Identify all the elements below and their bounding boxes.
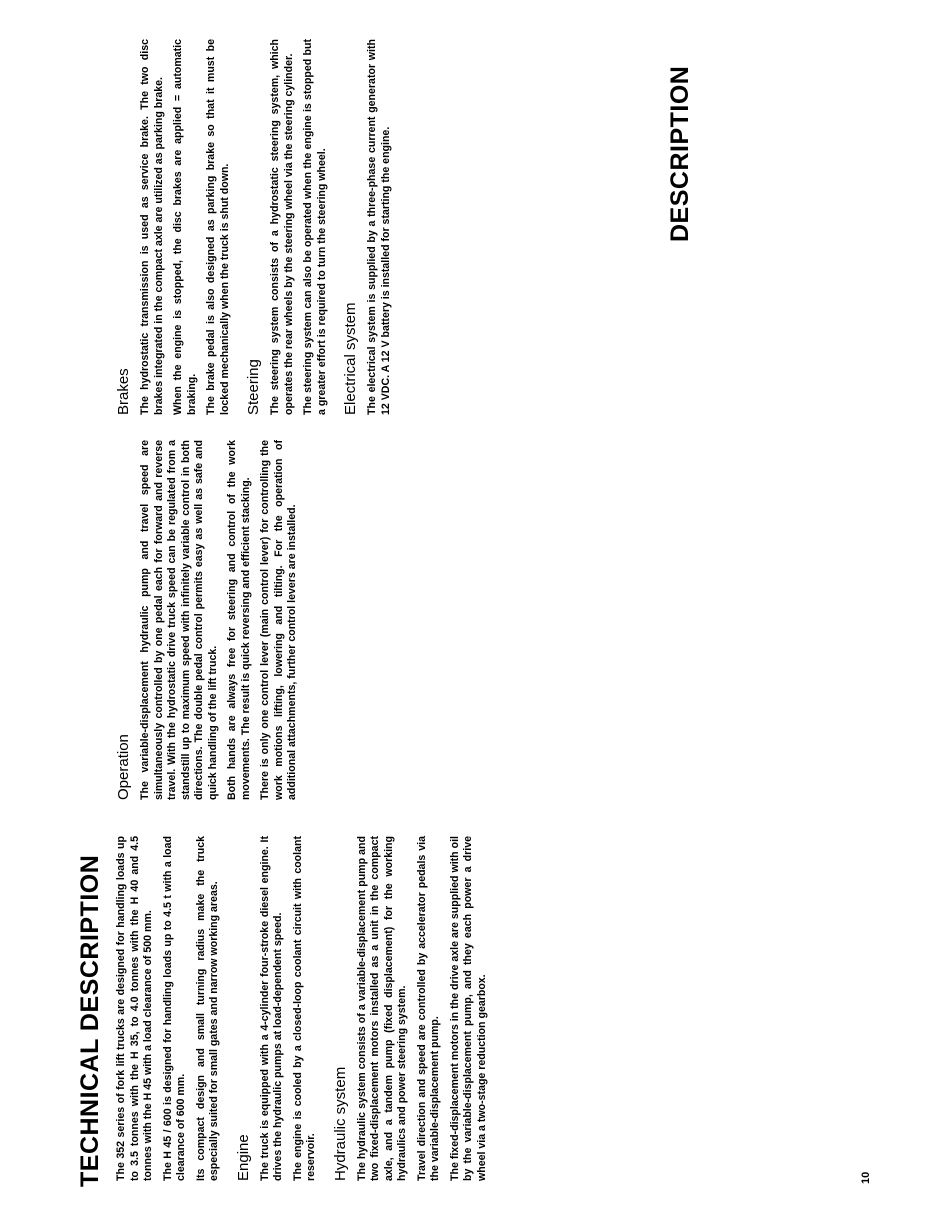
electrical-paragraph-1: The electrical system is supplied by a three-phase current generator with 12 VDC. A 12 V battery is installed for starting the engine.: [366, 39, 392, 415]
hydraulic-paragraph-3: The fixed-displacement motors in the drive axle are supplied with oil by the variable-displacement pump, and they each power a drive wheel via a two-stage reduction gearbox.: [448, 836, 488, 1181]
hydraulic-paragraph-1: The hydraulic system consists of a variable-displacement pump and two fixed-displacement motors installed as a unit in the compact axle, and a tandem pump (fixed displacement) for the working hydraulics and power steering system.: [355, 836, 408, 1181]
column-right: [115, 39, 399, 415]
steering-paragraph-1: The steering system consists of a hydrostatic steering system, which operates the rear wheels by the steering wheel via the steering cylinder.: [269, 39, 295, 415]
engine-heading: Engine: [234, 1134, 252, 1181]
brakes-heading: Brakes: [115, 368, 132, 415]
steering-heading: Steering: [245, 359, 262, 415]
operation-paragraph-1: The variable-displacement hydraulic pump and travel speed are simultaneously controlled by one pedal each for forward and reverse travel. With the hydrostatic drive truck speed can be regulated from a standstill up to maximum speed with infinitely variable control in both directions. The double pedal control permits easy as well as safe and quick handling of the lift truck.: [139, 440, 219, 800]
intro-paragraph-2: The H 45 / 600 is designed for handling loads up to 4.5 t with a load clearance of 600 mm.: [161, 836, 187, 1181]
engine-paragraph-1: The truck is equipped with a 4-cylinder four-stroke diesel engine. It drives the hydraulic pumps at load-dependent speed.: [258, 836, 284, 1181]
hydraulic-heading: Hydraulic system: [331, 1066, 349, 1181]
steering-paragraph-2: The steering system can also be operated when the engine is stopped but a greater effort is required to turn the steering wheel.: [302, 39, 328, 415]
column-left: [115, 836, 495, 1181]
brakes-paragraph-1: The hydrostatic transmission is used as service brake. The two disc brakes integrated in the compact axle are utilized as parking brake.: [139, 39, 165, 415]
electrical-heading: Electrical system: [342, 302, 359, 415]
operation-heading: Operation: [115, 734, 132, 800]
page-title: TECHNICAL DESCRIPTION: [76, 854, 104, 1187]
hydraulic-paragraph-2: Travel direction and speed are controlled by accelerator pedals via the variable-displacement pump.: [415, 836, 441, 1181]
intro-paragraph-3: Its compact design and small turning radius make the truck especially suited for small gates and narrow working areas.: [194, 836, 220, 1181]
engine-paragraph-2: The engine is cooled by a closed-loop coolant circuit with coolant reservoir.: [291, 836, 317, 1181]
page-title-right: DESCRIPTION: [666, 65, 694, 242]
intro-paragraph-1: The 352 series of fork lift trucks are designed for handling loads up to 3.5 tonnes with the H 35, to 4.0 tonnes with the H 40 and 4.5 tonnes with the H 45 with a load clearance of 500 mm.: [115, 836, 154, 1181]
page-number: 10: [860, 1171, 872, 1184]
brakes-paragraph-2: When the engine is stopped, the disc brakes are applied = automatic braking.: [172, 39, 198, 415]
column-middle: [115, 440, 306, 800]
operation-paragraph-2: Both hands are always free for steering and control of the work movements. The result is quick reversing and efficient stacking.: [226, 440, 252, 800]
brakes-paragraph-3: The brake pedal is also designed as parking brake so that it must be locked mechanically when the truck is shut down.: [205, 39, 231, 415]
operation-paragraph-3: There is only one control lever (main control lever) for controlling the work motions lifting, lowering and tilting. For the operation of additional attachments, further control levers are installed.: [259, 440, 298, 800]
